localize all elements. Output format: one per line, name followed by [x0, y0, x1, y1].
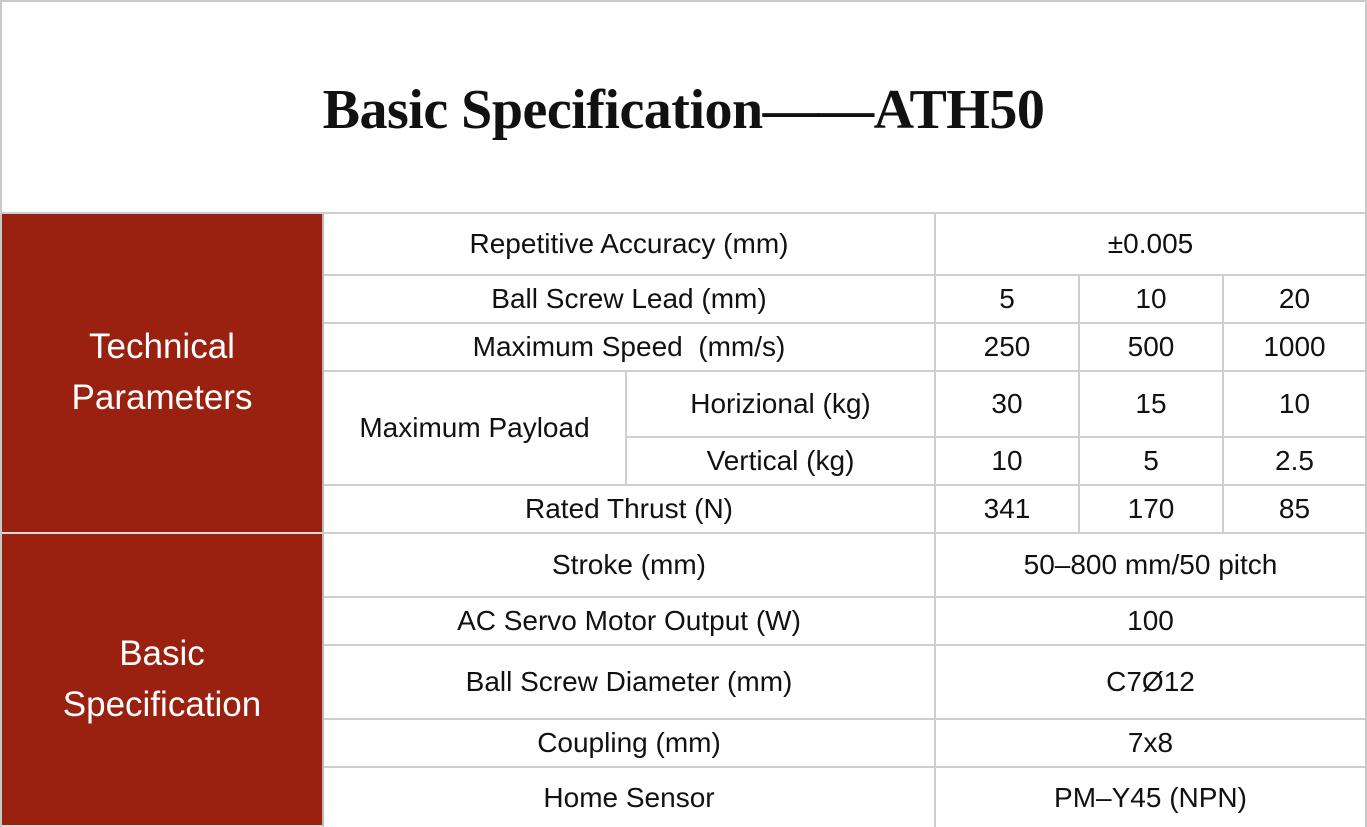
label-stroke: Stroke (mm) — [324, 534, 936, 598]
value-screw-diameter: C7Ø12 — [936, 646, 1365, 720]
value-lead-1: 5 — [936, 276, 1080, 324]
title-area — [2, 2, 1365, 212]
value-thrust-1: 341 — [936, 486, 1080, 534]
value-speed-1: 250 — [936, 324, 1080, 372]
value-vertical-1: 10 — [936, 438, 1080, 486]
value-motor-output: 100 — [936, 598, 1365, 646]
value-repetitive-accuracy: ±0.005 — [936, 214, 1365, 276]
label-payload-horizontal: Horizional (kg) — [627, 372, 936, 438]
value-horizontal-3: 10 — [1224, 372, 1365, 438]
value-vertical-3: 2.5 — [1224, 438, 1365, 486]
value-vertical-2: 5 — [1080, 438, 1224, 486]
label-repetitive-accuracy: Repetitive Accuracy (mm) — [324, 214, 936, 276]
value-stroke: 50–800 mm/50 pitch — [936, 534, 1365, 598]
label-home-sensor: Home Sensor — [324, 768, 936, 827]
value-coupling: 7x8 — [936, 720, 1365, 768]
category-technical-parameters: Technical Parameters — [2, 214, 324, 534]
value-horizontal-1: 30 — [936, 372, 1080, 438]
label-screw-diameter: Ball Screw Diameter (mm) — [324, 646, 936, 720]
value-thrust-2: 170 — [1080, 486, 1224, 534]
value-speed-3: 1000 — [1224, 324, 1365, 372]
value-lead-3: 20 — [1224, 276, 1365, 324]
value-horizontal-2: 15 — [1080, 372, 1224, 438]
value-thrust-3: 85 — [1224, 486, 1365, 534]
label-maximum-payload: Maximum Payload — [324, 372, 627, 486]
label-coupling: Coupling (mm) — [324, 720, 936, 768]
label-maximum-speed: Maximum Speed (mm/s) — [324, 324, 936, 372]
label-payload-vertical: Vertical (kg) — [627, 438, 936, 486]
value-speed-2: 500 — [1080, 324, 1224, 372]
category-basic-specification: Basic Specification — [2, 534, 324, 827]
value-lead-2: 10 — [1080, 276, 1224, 324]
label-ball-screw-lead: Ball Screw Lead (mm) — [324, 276, 936, 324]
value-home-sensor: PM–Y45 (NPN) — [936, 768, 1365, 827]
page-title: Basic Specification——ATH50 — [322, 79, 1045, 141]
label-motor-output: AC Servo Motor Output (W) — [324, 598, 936, 646]
label-rated-thrust: Rated Thrust (N) — [324, 486, 936, 534]
